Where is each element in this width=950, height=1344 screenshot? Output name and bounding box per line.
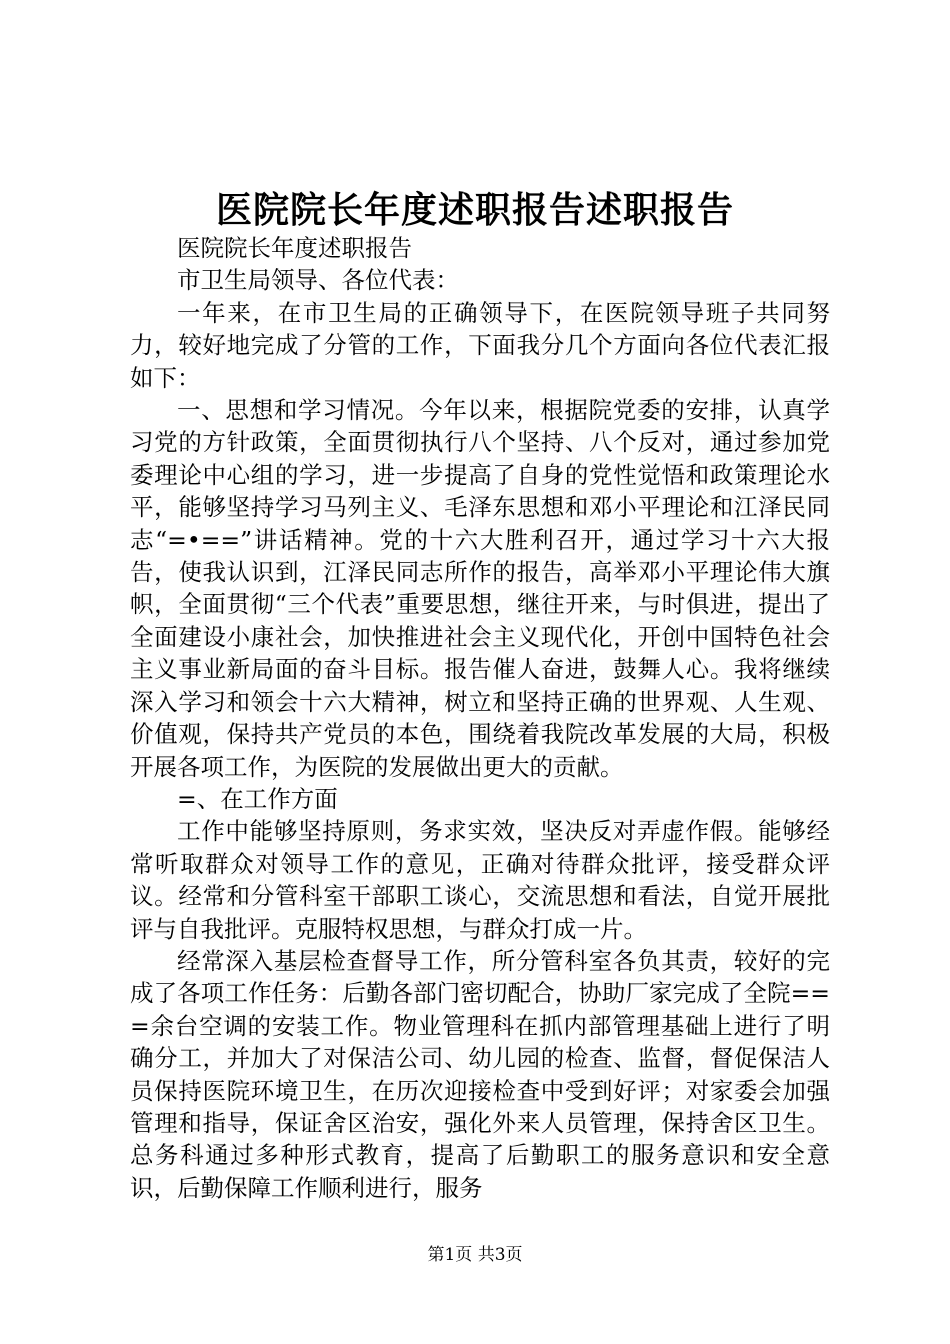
paragraph-salutation: 市卫生局领导、各位代表：	[177, 266, 459, 295]
paragraph-work-details: 经常深入基层检查督导工作，所分管科室各负其责，较好的完成了各项工作任务：后勤各部门密切配合，协助厂家完成了全院===余台空调的安装工作。物业管理科在抓内部管理基础上进行了明确分工，并加大了对保洁公司、幼儿园的检查、监督，督促保洁人员保持医院环境卫生，在历次迎接检查中受到好评；对家委会加强管理和指导，保证舍区治安，强化外来人员管理，保持舍区卫生。总务科通过多种形式教育，提高了后勤职工的服务意识和安全意识，后勤保障工作顺利进行，服务	[130, 946, 830, 1202]
paragraph-section-two-heading: =、在工作方面	[177, 784, 338, 813]
document-body	[130, 232, 830, 1204]
paragraph-work-principles: 工作中能够坚持原则，务求实效，坚决反对弄虚作假。能够经常听取群众对领导工作的意见，正确对待群众批评，接受群众评议。经常和分管科室干部职工谈心，交流思想和看法，自觉开展批评与自我批评。克服特权思想，与群众打成一片。	[130, 817, 830, 943]
document-title: 医院院长年度述职报告述职报告	[215, 189, 734, 231]
paragraph-subtitle: 医院院长年度述职报告	[177, 234, 412, 262]
paragraph-section-one: 一、思想和学习情况。今年以来，根据院党委的安排，认真学习党的方针政策，全面贯彻执行八个坚持、八个反对，通过参加党委理论中心组的学习，进一步提高了自身的党性觉悟和政策理论水平，能够坚持学习马列主义、毛泽东思想和邓小平理论和江泽民同志“=•==”讲话精神。党的十六大胜利召开，通过学习十六大报告，使我认识到，江泽民同志所作的报告，高举邓小平理论伟大旗帜，全面贯彻“三个代表”重要思想，继往开来，与时俱进，提出了全面建设小康社会，加快推进社会主义现代化，开创中国特色社会主义事业新局面的奋斗目标。报告催人奋进，鼓舞人心。我将继续深入学习和领会十六大精神，树立和坚持正确的世界观、人生观、价值观，保持共产党员的本色，围绕着我院改革发展的大局，积极开展各项工作，为医院的发展做出更大的贡献。	[130, 396, 830, 781]
page-footer: 第1页 共3页	[427, 1245, 523, 1265]
paragraph-intro: 一年来，在市卫生局的正确领导下，在医院领导班子共同努力，较好地完成了分管的工作，下面我分几个方面向各位代表汇报如下：	[130, 298, 830, 392]
